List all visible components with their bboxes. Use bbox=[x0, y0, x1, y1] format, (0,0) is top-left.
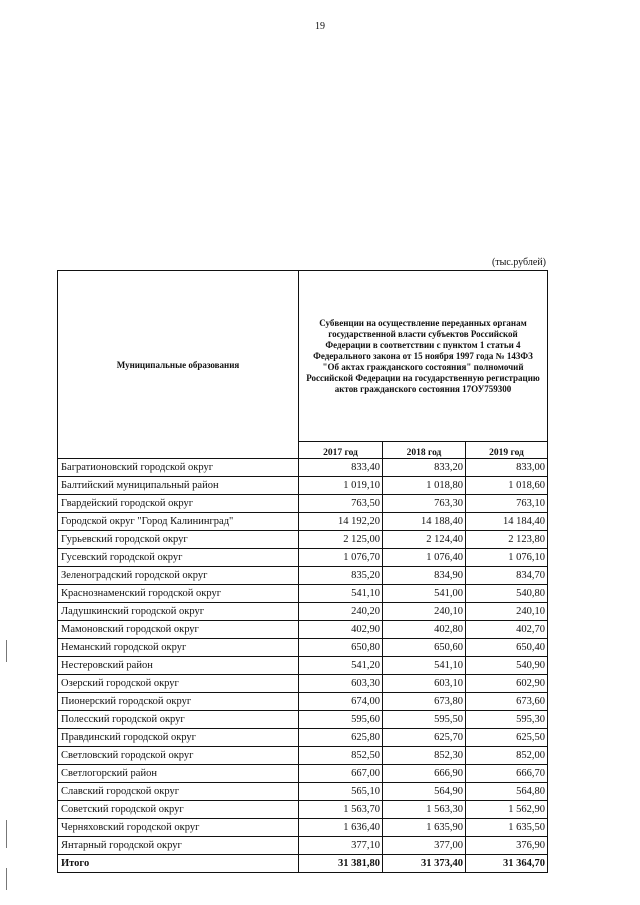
subsidy-value: 402,90 bbox=[299, 621, 383, 639]
subsidy-value: 833,00 bbox=[466, 459, 548, 477]
column-header-municipality: Муниципальные образования bbox=[58, 271, 299, 459]
table-row bbox=[58, 819, 548, 837]
subsidy-value: 1 076,70 bbox=[299, 549, 383, 567]
subsidy-value: 565,10 bbox=[299, 783, 383, 801]
subsidy-table bbox=[57, 270, 548, 873]
subsidy-value: 595,50 bbox=[383, 711, 466, 729]
subsidy-value: 835,20 bbox=[299, 567, 383, 585]
municipality-name: Озерский городской округ bbox=[58, 675, 299, 693]
subsidy-value: 2 123,80 bbox=[466, 531, 548, 549]
municipality-name: Итого bbox=[58, 855, 299, 873]
table-row bbox=[58, 531, 548, 549]
subsidy-value: 1 636,40 bbox=[299, 819, 383, 837]
municipality-name: Советский городской округ bbox=[58, 801, 299, 819]
subsidy-value: 14 184,40 bbox=[466, 513, 548, 531]
subsidy-value: 763,10 bbox=[466, 495, 548, 513]
table-row bbox=[58, 711, 548, 729]
subsidy-value: 833,20 bbox=[383, 459, 466, 477]
subsidy-value: 852,00 bbox=[466, 747, 548, 765]
subsidy-value: 2 125,00 bbox=[299, 531, 383, 549]
table-row bbox=[58, 639, 548, 657]
subsidy-value: 31 364,70 bbox=[466, 855, 548, 873]
municipality-name: Светловский городской округ bbox=[58, 747, 299, 765]
subsidy-value: 666,70 bbox=[466, 765, 548, 783]
subsidy-value: 763,50 bbox=[299, 495, 383, 513]
municipality-name: Ладушкинский городской округ bbox=[58, 603, 299, 621]
subsidy-value: 541,10 bbox=[299, 585, 383, 603]
subsidy-value: 31 381,80 bbox=[299, 855, 383, 873]
subsidy-value: 1 018,80 bbox=[383, 477, 466, 495]
subsidy-value: 240,10 bbox=[466, 603, 548, 621]
column-header-subsidy: Субвенции на осуществление переданных органам государственной власти субъектов Российской Федерации в соответствии с пунктом 1 статьи 4 Федерального закона от 15 ноября 1997 года № 143ФЗ "Об актах гражданского состояния" полномочий Российской Федерации на государственную регистрацию актов гражданского состояния 17ОУ759300 bbox=[299, 271, 548, 442]
margin-mark bbox=[6, 868, 7, 890]
table-row bbox=[58, 459, 548, 477]
table-row bbox=[58, 693, 548, 711]
subsidy-value: 650,80 bbox=[299, 639, 383, 657]
table-row bbox=[58, 729, 548, 747]
municipality-name: Городской округ "Город Калининград" bbox=[58, 513, 299, 531]
subsidy-value: 763,30 bbox=[383, 495, 466, 513]
subsidy-value: 650,40 bbox=[466, 639, 548, 657]
subsidy-value: 1 076,40 bbox=[383, 549, 466, 567]
subsidy-value: 625,80 bbox=[299, 729, 383, 747]
table-row bbox=[58, 765, 548, 783]
subsidy-value: 31 373,40 bbox=[383, 855, 466, 873]
subsidy-value: 564,90 bbox=[383, 783, 466, 801]
municipality-name: Светлогорский район bbox=[58, 765, 299, 783]
total-row bbox=[58, 855, 548, 873]
subsidy-value: 240,20 bbox=[299, 603, 383, 621]
subsidy-value: 595,60 bbox=[299, 711, 383, 729]
subsidy-value: 240,10 bbox=[383, 603, 466, 621]
column-header-year: 2017 год bbox=[299, 442, 383, 459]
subsidy-value: 603,10 bbox=[383, 675, 466, 693]
municipality-name: Балтийский муниципальный район bbox=[58, 477, 299, 495]
municipality-name: Славский городской округ bbox=[58, 783, 299, 801]
table-row bbox=[58, 477, 548, 495]
municipality-name: Неманский городской округ bbox=[58, 639, 299, 657]
subsidy-value: 540,90 bbox=[466, 657, 548, 675]
municipality-name: Гурьевский городской округ bbox=[58, 531, 299, 549]
subsidy-value: 402,70 bbox=[466, 621, 548, 639]
column-header-year: 2018 год bbox=[383, 442, 466, 459]
table-row bbox=[58, 567, 548, 585]
subsidy-value: 14 188,40 bbox=[383, 513, 466, 531]
municipality-name: Пионерский городской округ bbox=[58, 693, 299, 711]
municipality-name: Багратионовский городской округ bbox=[58, 459, 299, 477]
subsidy-value: 1 635,50 bbox=[466, 819, 548, 837]
municipality-name: Нестеровский район bbox=[58, 657, 299, 675]
subsidy-value: 1 635,90 bbox=[383, 819, 466, 837]
municipality-name: Янтарный городской округ bbox=[58, 837, 299, 855]
margin-mark bbox=[6, 820, 7, 848]
subsidy-value: 834,90 bbox=[383, 567, 466, 585]
subsidy-value: 1 019,10 bbox=[299, 477, 383, 495]
municipality-name: Гусевский городской округ bbox=[58, 549, 299, 567]
subsidy-value: 852,30 bbox=[383, 747, 466, 765]
subsidy-value: 376,90 bbox=[466, 837, 548, 855]
table-row bbox=[58, 495, 548, 513]
subsidy-value: 852,50 bbox=[299, 747, 383, 765]
municipality-name: Правдинский городской округ bbox=[58, 729, 299, 747]
column-header-year: 2019 год bbox=[466, 442, 548, 459]
municipality-name: Полесский городской округ bbox=[58, 711, 299, 729]
table-row bbox=[58, 513, 548, 531]
subsidy-value: 541,20 bbox=[299, 657, 383, 675]
table-row bbox=[58, 783, 548, 801]
municipality-name: Краснознаменский городской округ bbox=[58, 585, 299, 603]
subsidy-value: 1 018,60 bbox=[466, 477, 548, 495]
subsidy-value: 666,90 bbox=[383, 765, 466, 783]
table-row bbox=[58, 603, 548, 621]
table-row bbox=[58, 621, 548, 639]
subsidy-value: 650,60 bbox=[383, 639, 466, 657]
subsidy-value: 1 563,30 bbox=[383, 801, 466, 819]
unit-note: (тыс.рублей) bbox=[491, 257, 546, 268]
subsidy-value: 1 563,70 bbox=[299, 801, 383, 819]
subsidy-value: 1 076,10 bbox=[466, 549, 548, 567]
table-row bbox=[58, 675, 548, 693]
subsidy-value: 602,90 bbox=[466, 675, 548, 693]
subsidy-value: 564,80 bbox=[466, 783, 548, 801]
subsidy-value: 667,00 bbox=[299, 765, 383, 783]
subsidy-value: 834,70 bbox=[466, 567, 548, 585]
subsidy-value: 1 562,90 bbox=[466, 801, 548, 819]
subsidy-value: 14 192,20 bbox=[299, 513, 383, 531]
table-body bbox=[58, 459, 548, 873]
table-row bbox=[58, 585, 548, 603]
municipality-name: Мамоновский городской округ bbox=[58, 621, 299, 639]
subsidy-value: 673,80 bbox=[383, 693, 466, 711]
margin-mark bbox=[6, 640, 7, 662]
table-row bbox=[58, 801, 548, 819]
subsidy-value: 541,00 bbox=[383, 585, 466, 603]
subsidy-value: 625,70 bbox=[383, 729, 466, 747]
subsidy-value: 2 124,40 bbox=[383, 531, 466, 549]
subsidy-value: 540,80 bbox=[466, 585, 548, 603]
page-number: 19 bbox=[315, 21, 325, 32]
subsidy-value: 541,10 bbox=[383, 657, 466, 675]
subsidy-value: 377,00 bbox=[383, 837, 466, 855]
subsidy-value: 402,80 bbox=[383, 621, 466, 639]
municipality-name: Черняховский городской округ bbox=[58, 819, 299, 837]
subsidy-value: 833,40 bbox=[299, 459, 383, 477]
table-row bbox=[58, 657, 548, 675]
municipality-name: Зеленоградский городской округ bbox=[58, 567, 299, 585]
subsidy-value: 673,60 bbox=[466, 693, 548, 711]
subsidy-value: 377,10 bbox=[299, 837, 383, 855]
municipality-name: Гвардейский городской округ bbox=[58, 495, 299, 513]
table-row bbox=[58, 747, 548, 765]
subsidy-value: 595,30 bbox=[466, 711, 548, 729]
subsidy-value: 625,50 bbox=[466, 729, 548, 747]
subsidy-value: 674,00 bbox=[299, 693, 383, 711]
table-row bbox=[58, 837, 548, 855]
subsidy-value: 603,30 bbox=[299, 675, 383, 693]
table-row bbox=[58, 549, 548, 567]
